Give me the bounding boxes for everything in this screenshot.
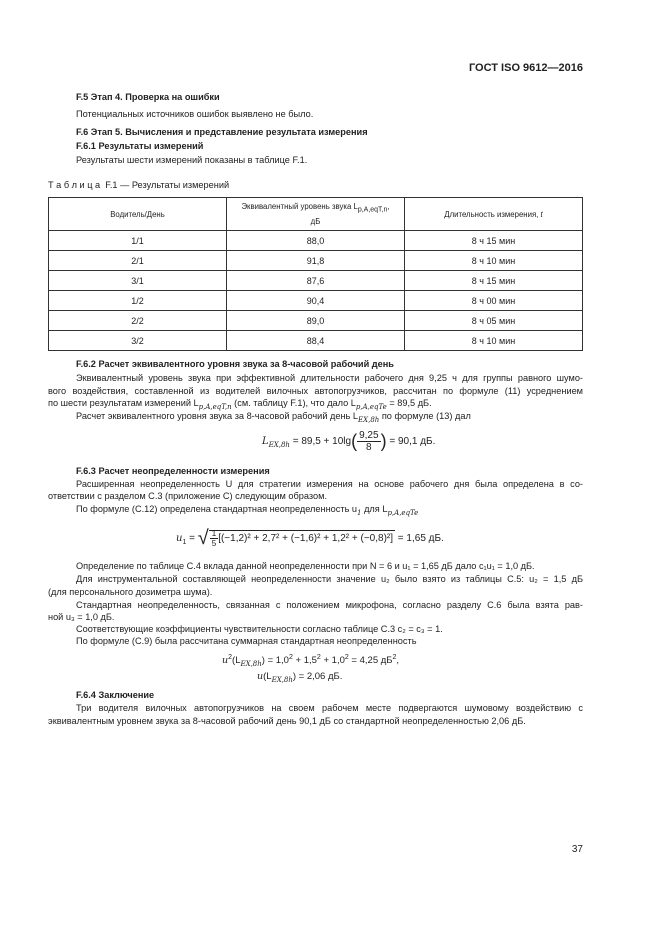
section-f6-heading: F.6 Этап 5. Вычисления и представление результата измерения [76, 127, 368, 137]
f62-p1-line3-sub2: p,A,eqTe [355, 402, 387, 411]
table-row [49, 331, 583, 351]
f63-p4-line1: Для инструментальной составляющей неопределенности значение u₂ было взято из таблицы С.5: u₂ = 1,5 дБ [76, 574, 583, 584]
u-squared-formula: $u^2(L_{EX,8h}) = 1,0^2 + 1,5^2 + 1,0^2 = 4,25$ $дБ^2$, [222, 654, 400, 669]
f63-p6: Соответствующие коэффициенты чувствительности согласно таблице С.3 c₂ = c₃ = 1. [76, 624, 443, 634]
section-f5-heading: F.5 Этап 4. Проверка на ошибки [76, 92, 220, 102]
header-duration-var: t [540, 209, 543, 219]
cell-driver: 3/2 [49, 331, 227, 351]
u1-sqrt-fraction [210, 529, 218, 548]
f63-p5-line2: ной u₃ = 1,0 дБ. [48, 612, 115, 622]
section-f5-text: Потенциальных источников ошибок выявлено не было. [76, 109, 314, 119]
ures-c: ) = 2,06 дБ. [292, 671, 343, 682]
header-level-comma: , [387, 202, 390, 212]
f63-p1-line2: ответствии с разделом С.3 (приложение С) следующим образом. [48, 491, 327, 501]
cell-duration: 8 ч 00 мин [405, 291, 583, 311]
cell-duration: 8 ч 10 мин [405, 331, 583, 351]
cell-level: 88,4 [227, 331, 405, 351]
cell-duration: 8 ч 10 мин [405, 251, 583, 271]
f64-line2: эквивалентным уровнем звука за 8-часовой рабочий день 90,1 дБ со стандартной неопределенностью 2,06 дБ. [48, 716, 526, 726]
table-caption-lead: Т а б л и ц а [48, 180, 101, 190]
ures-u: u [257, 671, 264, 682]
lex-formula-lhs: L [262, 436, 269, 448]
f63-p2-sub2: p,A,eqTe [387, 508, 419, 517]
section-f64-heading: F.6.4 Заключение [76, 690, 155, 700]
lex-formula-result: = 90,1 дБ. [386, 436, 436, 448]
cell-level: 91,8 [227, 251, 405, 271]
header-level-sub: p,A,eqT,n [357, 206, 388, 214]
u1-formula [176, 527, 444, 550]
usq-g: , [396, 655, 400, 667]
f62-p1-line3-sub1: p,A,eqT,n [198, 402, 232, 411]
cell-level: 90,4 [227, 291, 405, 311]
u1-sqrt-den: 5 [211, 539, 217, 548]
f63-p2-a: По формуле (С.12) определена стандартная неопределенность u [76, 504, 358, 514]
usq-u: u [222, 655, 229, 667]
lex-formula-fraction [357, 430, 380, 453]
f63-p4-line2: (для персонального дозиметра шума). [48, 587, 213, 597]
u-result-formula [257, 671, 342, 684]
header-duration [405, 198, 583, 231]
table-row [49, 251, 583, 271]
section-f62-heading: F.6.2 Расчет эквивалентного уровня звука за 8-часовой рабочий день [76, 359, 394, 369]
lex-formula-mid: = 89,5 + 10lg [289, 436, 352, 448]
table-row [49, 271, 583, 291]
table-caption [48, 180, 229, 190]
f64-line1: Три водителя вилочных автопогрузчиков на своем рабочем месте подвергаются шумовому воздействию с [76, 703, 583, 713]
lex-formula-lhs-sub: EX,8h [268, 441, 290, 450]
usq-d: + 1,5 [292, 655, 317, 667]
table-row [49, 311, 583, 331]
f63-p2-sub: 1 [357, 508, 362, 517]
lex-formula [262, 430, 435, 453]
lex-formula-num: 9,25 [359, 430, 379, 441]
cell-level: 87,6 [227, 271, 405, 291]
sqrt-icon: √ [197, 527, 209, 549]
lex-formula-den: 8 [366, 442, 372, 453]
u1-result: = 1,65 дБ. [395, 533, 444, 545]
f62-p1-line3-b: (см. таблицу F.1), что дало L [231, 398, 356, 408]
f63-p5-line1: Стандартная неопределенность, связанная с положением микрофона, согласно разделу С.6 была взята рав- [76, 600, 583, 610]
usq-open: (L [232, 655, 241, 667]
f62-p1-line3-a: по шести результатам измерений L [48, 398, 199, 408]
cell-level: 88,0 [227, 231, 405, 251]
cell-driver: 2/2 [49, 311, 227, 331]
f63-p7: По формуле (С.9) была рассчитана суммарная стандартная неопределенность [76, 636, 417, 646]
cell-duration: 8 ч 05 мин [405, 311, 583, 331]
f62-p2-b: по формуле (13) дал [379, 411, 471, 421]
f63-p1-line1: Расширенная неопределенность U для стратегии измерения на основе рабочего дня была определена в со- [76, 479, 583, 489]
cell-duration: 8 ч 15 мин [405, 231, 583, 251]
cell-duration: 8 ч 15 мин [405, 271, 583, 291]
u1-body: [(−1,2)² + 2,7² + (−1,6)² + 1,2² + (−0,8)²] [218, 533, 394, 545]
document-id: ГОСТ ISO 9612—2016 [468, 62, 583, 74]
table-caption-title: F.1 — Результаты измерений [105, 180, 230, 190]
usq-e: + 1,0 [320, 655, 345, 667]
cell-driver: 1/1 [49, 231, 227, 251]
f62-p1-line3-c: = 89,5 дБ. [386, 398, 432, 408]
section-f61-heading: F.6.1 Результаты измерений [76, 141, 204, 151]
header-level-text: Эквивалентный уровень звука L [241, 202, 358, 212]
f62-p2 [76, 411, 471, 424]
ures-sub: EX,8h [271, 675, 293, 684]
f62-p1-line3 [48, 398, 432, 411]
f62-p1-line2: вого воздействия, составленной из водителей вилочных автопогрузчиков, рассчитан по формуле (11) усреднением [48, 386, 583, 396]
table-row [49, 231, 583, 251]
u1-lhs: u [176, 533, 183, 545]
header-level-unit: дБ [310, 216, 321, 226]
section-f61-text: Результаты шести измерений показаны в таблице F.1. [76, 155, 308, 165]
results-table [48, 197, 583, 351]
section-f63-heading: F.6.3 Расчет неопределенности измерения [76, 466, 270, 476]
cell-level: 89,0 [227, 311, 405, 331]
header-level [227, 198, 405, 231]
usq-c: ) = 1,0 [261, 655, 289, 667]
lex-formula-rparen: ) [380, 431, 387, 451]
table-header-row [49, 198, 583, 231]
header-driver: Водитель/День [49, 198, 227, 231]
cell-driver: 3/1 [49, 271, 227, 291]
f62-p2-a: Расчет эквивалентного уровня звука за 8-часовой рабочий день L [76, 411, 358, 421]
ures-open: (L [263, 671, 272, 682]
u1-radicand [209, 529, 395, 548]
u1-eq: = [186, 533, 198, 545]
lex-formula-lparen: ( [351, 431, 358, 451]
page-number: 37 [571, 844, 583, 855]
u1-sqrt-num: 1 [211, 529, 217, 538]
table-row [49, 291, 583, 311]
usq-f: = 4,25 дБ [348, 655, 393, 667]
header-duration-text: Длительность измерения, [444, 209, 541, 219]
f62-p1-line1: Эквивалентный уровень звука при эффективной длительности рабочего дня 9,25 ч для группы равного шумо- [76, 373, 583, 383]
cell-driver: 2/1 [49, 251, 227, 271]
f63-p2 [76, 504, 418, 517]
usq-sub: EX,8h [240, 660, 262, 669]
u1-lhs-sub: 1 [182, 539, 187, 547]
cell-driver: 1/2 [49, 291, 227, 311]
f63-p2-b: для L [361, 504, 388, 514]
f62-p2-sub: EX,8h [358, 415, 380, 424]
f63-p3: Определение по таблице С.4 вклада данной неопределенности при N = 6 и u₁ = 1,65 дБ дало c₁u₁ = 1,0 дБ. [76, 561, 535, 571]
